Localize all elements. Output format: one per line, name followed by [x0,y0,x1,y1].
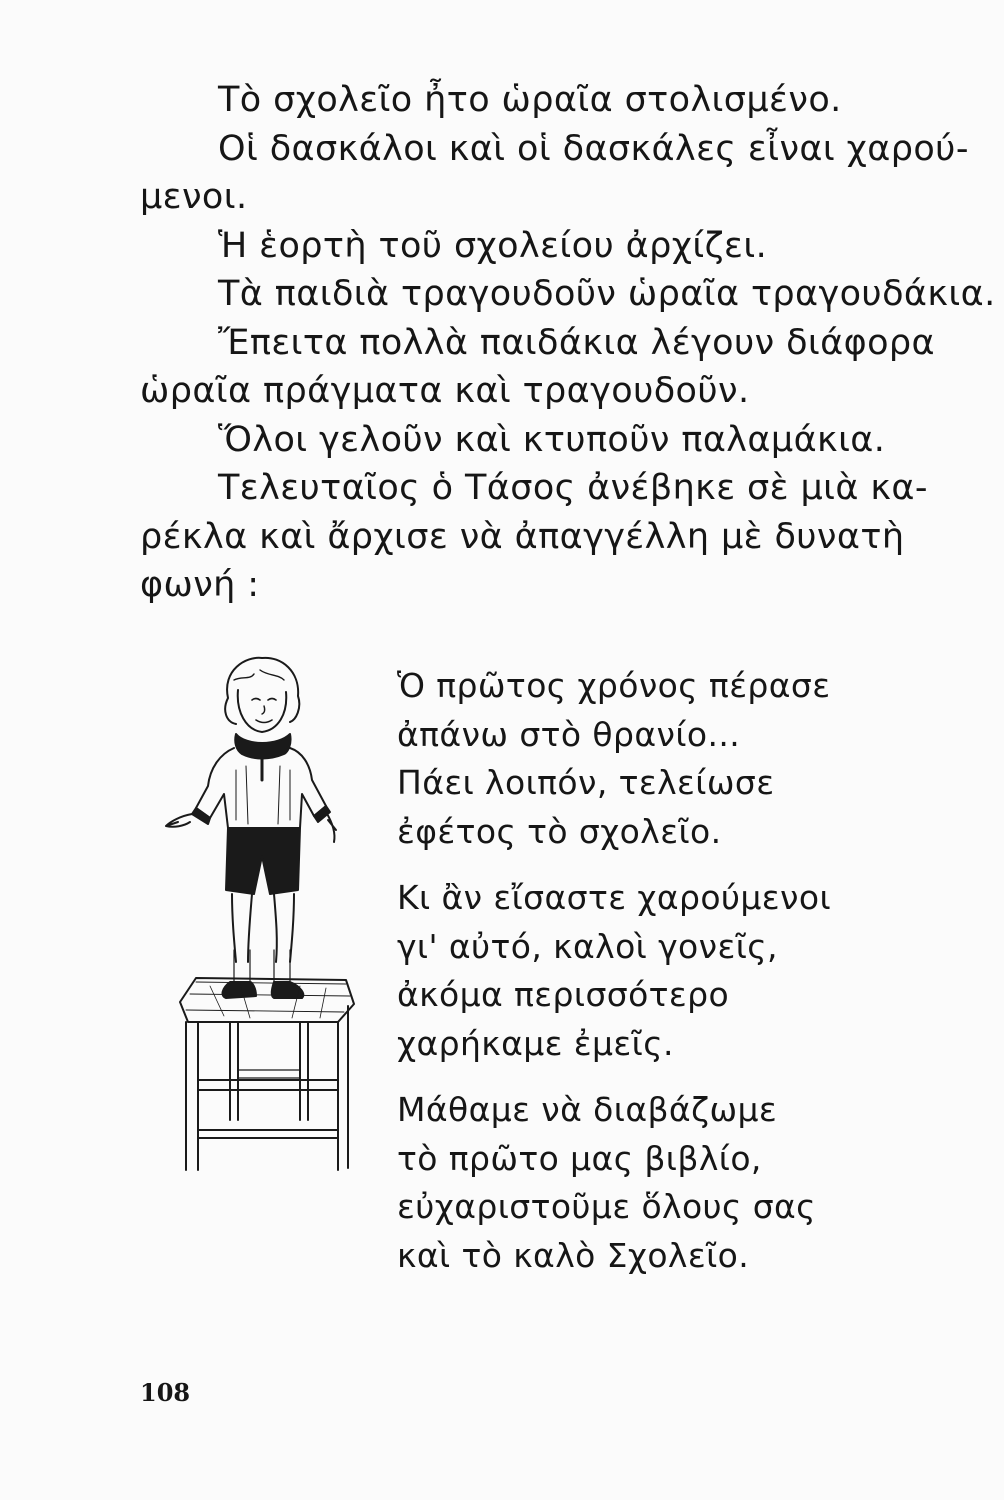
prose-line: Τὰ παιδιὰ τραγουδοῦν ὡραῖα τραγουδάκια. [218,274,996,314]
poem-line: ἀκόμα περισσότερο [397,975,730,1014]
poem-line: τὸ πρῶτο μας βιβλίο, [397,1138,762,1178]
poem-stanza [397,874,957,1068]
prose-line: Ἡ ἑορτὴ τοῦ σχολείου ἀρχίζει. [218,225,768,266]
prose-line: φωνή : [140,565,260,605]
prose-line: μενοι. [140,177,248,217]
boy-on-chair-illustration [150,650,370,1190]
poem-line: ἀπάνω στὸ θρανίο... [397,714,741,754]
poem-line: εὐχαριστοῦμε ὅλους σας [397,1187,816,1226]
poem [397,662,957,1298]
poem-line: ἐφέτος τὸ σχολεῖο. [397,811,722,851]
prose-line: Ἔπειτα πολλὰ παιδάκια λέγουν διάφορα [218,322,935,363]
poem-line: Κι ἂν εἴσαστε χαρούμενοι [397,878,832,917]
prose-line: ὡραῖα πράγματα καὶ τραγουδοῦν. [140,371,750,411]
poem-line: καὶ τὸ καλὸ Σχολεῖο. [397,1235,750,1275]
boy-on-chair-drawing [150,650,370,1190]
poem-line: Μάθαμε νὰ διαβάζωμε [397,1090,778,1129]
prose-line: Τὸ σχολεῖο ἦτο ὡραῖα στολισμένο. [218,80,842,120]
poem-line: Ὁ πρῶτος χρόνος πέρασε [397,666,831,705]
prose-text [140,76,996,610]
prose-line: Ὅλοι γελοῦν καὶ κτυποῦν παλαμάκια. [218,419,886,460]
page-number: 108 [140,1378,191,1407]
prose-line: ρέκλα καὶ ἄρχισε νὰ ἀπαγγέλλη μὲ δυνατὴ [140,516,905,557]
poem-stanza [397,662,957,856]
prose-line: Τελευταῖος ὁ Τάσος ἀνέβηκε σὲ μιὰ κα- [218,468,928,508]
poem-line: Πάει λοιπόν, τελείωσε [397,763,775,802]
poem-stanza [397,1086,957,1280]
poem-line: χαρήκαμε ἐμεῖς. [397,1023,674,1063]
prose-line: Οἱ δασκάλοι καὶ οἱ δασκάλες εἶναι χαρού- [218,128,969,169]
poem-line: γι' αὐτό, καλοὶ γονεῖς, [397,926,778,966]
